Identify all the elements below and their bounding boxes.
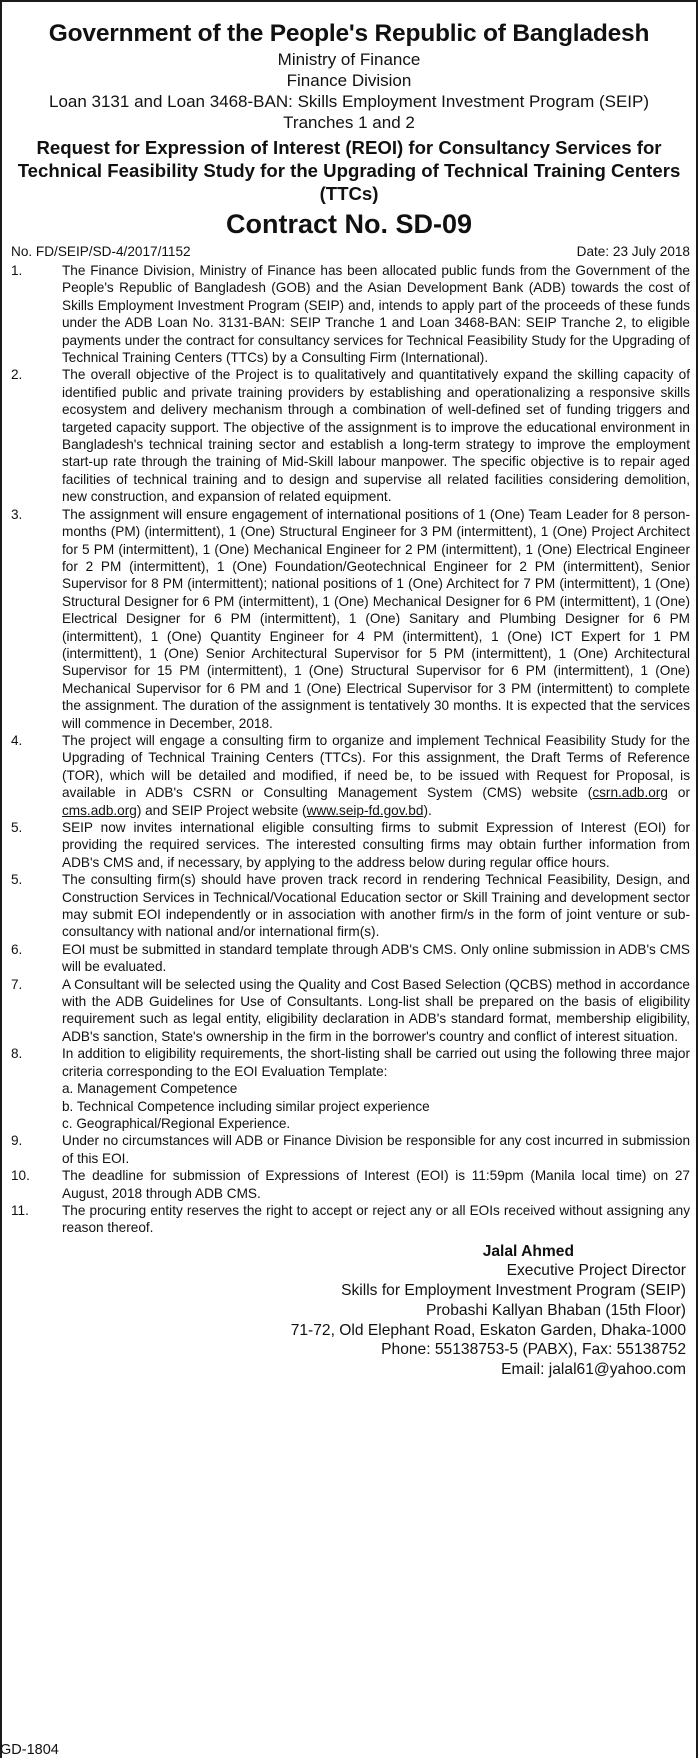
clause-number: 11. bbox=[11, 1202, 29, 1218]
clause-text: The project will engage a consulting firm to organize and implement Technical Feasibility Study for the Upgrading of Technical Training Centers (TTCs). For this assignment, the Draft Terms of Reference (TOR), which will be detailed and modified, if need be, to be issued with Request for Proposal, is available in ADB's CSRN or Consulting Management System (CMS) website ( bbox=[62, 732, 690, 801]
clause-text: The consulting firm(s) should have proven track record in rendering Technical Feasibility, Design, and Construction Services in Technical/Vocational Education sector or Skill Training and development sector may submit EOI independently or in association with another firm/s in the form of joint venture or sub-consultancy with national and/or international firm(s). bbox=[62, 872, 690, 940]
signatory-name: Jalal Ahmed bbox=[482, 1242, 574, 1260]
clause-number: 1. bbox=[11, 263, 23, 278]
cms-link[interactable]: cms.adb.org bbox=[62, 802, 137, 818]
seip-website-link[interactable]: www.seip-fd.gov.bd bbox=[306, 802, 424, 818]
clause-text: The procuring entity reserves the right to accept or reject any or all EOIs received without assigning any reason thereof. bbox=[62, 1202, 690, 1236]
criterion-a: a. Management Competence bbox=[62, 1081, 238, 1097]
contract-number: Contract No. SD-09 bbox=[225, 209, 473, 239]
clause-number: 6. bbox=[11, 941, 23, 957]
clause-number: 5. bbox=[11, 872, 23, 888]
signatory-title: Executive Project Director bbox=[506, 1262, 686, 1280]
criterion-c: c. Geographical/Regional Experience. bbox=[62, 1115, 291, 1131]
csrn-link[interactable]: csrn.adb.org bbox=[592, 785, 668, 801]
clause-number: 7. bbox=[11, 976, 23, 992]
clause-text: SEIP now invites international eligible consulting firms to submit Expression of Interest (EOI) for providing the required services. The interested consulting firms may obtain further information from ADB's CMS and, if necessary, by applying to the address below during regular office hours. bbox=[62, 820, 690, 870]
signatory-program: Skills for Employment Investment Program (SEIP) bbox=[341, 1282, 686, 1300]
clause-text: The assignment will ensure engagement of international positions of 1 (One) Team Leader for 8 person-months (PM) (intermittent), 1 (One) Structural Engineer for 3 PM (intermittent), 1 (One) Project Architect for 5 PM (intermittent), 1 (One) Mechanical Engineer for 2 PM (intermittent), 1 (One) Electrical Engineer for 2 PM (intermittent), 1 (One) Foundation/Geotechnical Engineer for 2 PM (intermittent), Senior Supervisor for 8 PM (intermittent); national positions of 1 (One) Architect for 7 PM (intermittent), 1 (One) Structural Designer for 6 PM (intermittent), 1 (One) Mechanical Designer for 6 PM (intermittent), 1 (One) Electrical Designer for 6 PM (intermittent), 1 (One) Sanitary and Plumbing Designer for 6 PM (intermittent), 1 (One) Quantity Engineer for 4 PM (intermittent), 1 (One) ICT Expert for 1 PM (intermittent), 1 (One) Senior Architectural Supervisor for 5 PM (intermittent), 1 (One) Architectural Supervisor for 15 PM (intermittent), 1 (One) Structural Supervisor for 6 PM (intermittent), 1 (One) Mechanical Supervisor for 6 PM and 1 (One) Electrical Supervisor for 3 PM (intermittent) to complete the assignment. The duration of the assignment is tentatively 30 months. It is expected that the services will commence in December, 2018. bbox=[62, 506, 690, 731]
clause-text: The deadline for submission of Expressions of Interest (EOI) is 11:59pm (Manila local time) on 27 August, 2018 through ADB CMS. bbox=[62, 1168, 690, 1201]
clause-text-connector: or bbox=[667, 785, 690, 801]
tranches-line: Tranches 1 and 2 bbox=[283, 113, 415, 132]
reference-number: No. FD/SEIP/SD-4/2017/1152 bbox=[11, 244, 191, 259]
clause-number: 3. bbox=[11, 506, 23, 522]
clause-number: 9. bbox=[11, 1133, 23, 1149]
clause-number: 4. bbox=[11, 732, 23, 748]
clause-text-end: ). bbox=[423, 802, 432, 818]
clause-text: The overall objective of the Project is to qualitatively and quantitatively expand the skilling capacity of identified public and private training providers by establishing and operationalizing a responsive skills ecosystem and delivery mechanism through a combination of well-defined set of funding triggers and targeted capacity support. The objective of the assignment is to improve the educational environment in Bangladesh's technical training sector and establish a long-term strategy to improve the employment start-up rate through the training of Mid-Skill labour manpower. The specific objective is to repair aged facilities of technical training and to design and supervise all related facilities considering demolition, new construction, and expansion of related equipment. bbox=[62, 367, 690, 505]
gd-number: GD-1804 bbox=[0, 1742, 59, 1758]
loan-line: Loan 3131 and Loan 3468-BAN: Skills Employment Investment Program (SEIP) bbox=[48, 92, 650, 111]
government-title: Government of the People's Republic of Bangladesh bbox=[48, 20, 650, 47]
ministry-line: Ministry of Finance bbox=[277, 50, 421, 69]
signatory-building: Probashi Kallyan Bhaban (15th Floor) bbox=[425, 1301, 686, 1319]
clause-number: 10. bbox=[11, 1168, 30, 1184]
reference-date: Date: 23 July 2018 bbox=[576, 244, 690, 259]
clause-text: The Finance Division, Ministry of Finance has been allocated public funds from the Government of the People's Republic of Bangladesh (GOB) and the Asian Development Bank (ADB) towards the cost of Skills Employment Investment Program (SEIP) and, intends to apply part of the proceeds of these funds under the ADB Loan No. 3131-BAN: SEIP Tranche 1 and Loan 3468-BAN: SEIP Tranche 2, to eligible payments under the contract for consultancy services for Technical Feasibility Study for the Upgrading of Technical Training Centers (TTCs) by a Consulting Firm (International). bbox=[62, 263, 690, 366]
signatory-email[interactable]: Email: jalal61@yahoo.com bbox=[501, 1360, 686, 1378]
clause-number: 5. bbox=[11, 820, 23, 835]
clause-text: A Consultant will be selected using the Quality and Cost Based Selection (QCBS) method in accordance with the ADB Guidelines for Use of Consultants. Long-list shall be prepared on the basis of eligibility requirement such as legal entity, eligibility declaration in ADB's standard format, membership eligibility, ADB's sanction, State's ownership in the firm in the borrower's country and conflict of interest situation. bbox=[62, 976, 690, 1044]
criterion-b: b. Technical Competence including similar project experience bbox=[62, 1098, 430, 1114]
reoi-subject: Request for Expression of Interest (REOI) for Consultancy Services for Technical Feasibility Study for the Upgrading of Technical Training Centers (TTCs) bbox=[17, 137, 681, 204]
clause-text: In addition to eligibility requirements, the short-listing shall be carried out using the following three major criteria corresponding to the EOI Evaluation Template: bbox=[62, 1046, 690, 1079]
clause-text-connector: ) and SEIP Project website ( bbox=[136, 802, 307, 818]
division-line: Finance Division bbox=[286, 71, 412, 90]
clause-number: 8. bbox=[11, 1046, 23, 1062]
clause-text: Under no circumstances will ADB or Finance Division be responsible for any cost incurred in submission of this EOI. bbox=[62, 1133, 690, 1166]
signatory-phone: Phone: 55138753-5 (PABX), Fax: 55138752 bbox=[381, 1341, 686, 1359]
clause-number: 2. bbox=[11, 367, 23, 383]
signatory-address: 71-72, Old Elephant Road, Eskaton Garden, Dhaka-1000 bbox=[290, 1321, 686, 1339]
clause-text: EOI must be submitted in standard template through ADB's CMS. Only online submission in ADB's CMS will be evaluated. bbox=[62, 941, 690, 975]
